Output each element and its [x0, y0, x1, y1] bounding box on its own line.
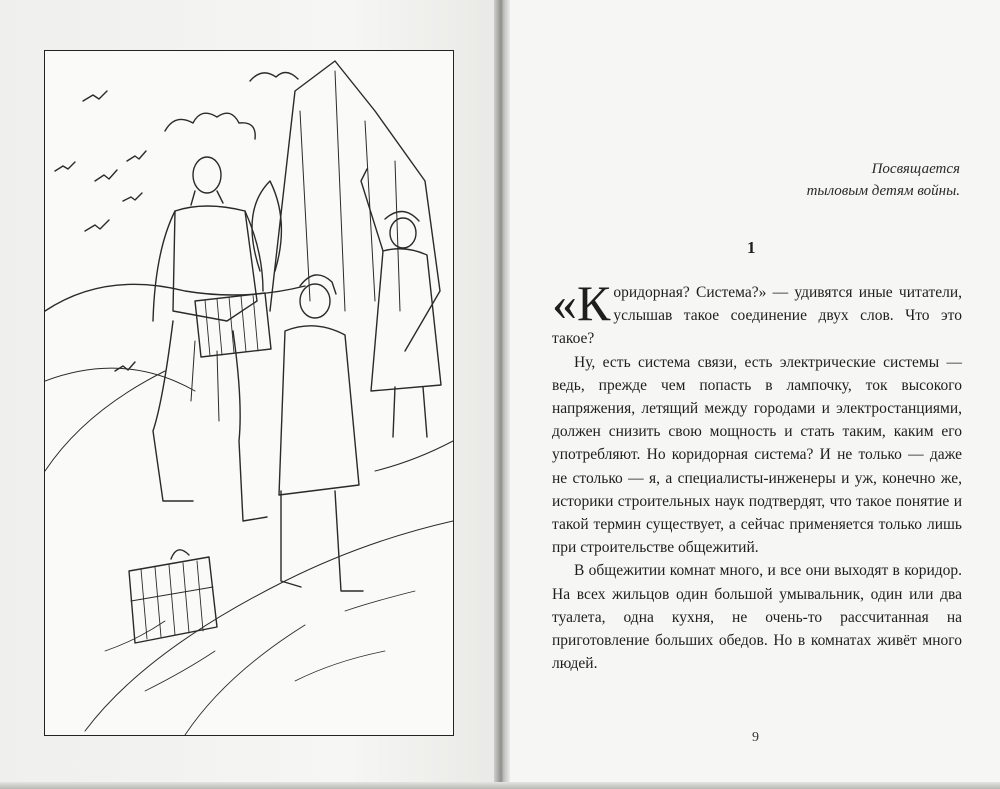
paragraph-1-text: оридорная? Система?» — удивятся иные читатели, услышав такое соединение двух слов. Что это такое? [552, 284, 962, 348]
illustration-drawing [45, 51, 453, 735]
dedication-line-2: тыловым детям войны. [806, 183, 960, 199]
drop-cap [552, 275, 611, 331]
chapter-number: 1 [747, 238, 756, 257]
drop-cap-quote: « [552, 275, 577, 331]
paragraph-3: В общежитии комнат много, и все они выходят в коридор. На всех жильцов один большой умывальник, один или два туалета, одна кухня, не очень-то рассчитанная на приготовление больших обедов. Но в комнатах живёт много людей. [552, 562, 962, 673]
book-gutter [494, 0, 510, 789]
illustration-frame [44, 50, 454, 736]
paragraph-2: Ну, есть система связи, есть электрические системы — ведь, прежде чем попасть в лампочку, ток высокого напряжения, летящий между городами и электростанциями, должен снизить свою мощность и стать таким, каким его употребляют. Но коридорная система? И не только — даже не столько — я, а специалисты-инженеры и уж, конечно же, историки строительных наук подтвердят, что такое понятие и такой термин существует, а сейчас применяется только лишь при строительстве общежитий. [552, 353, 962, 557]
paragraph-1 [552, 275, 962, 351]
page-number: 9 [752, 730, 759, 745]
left-page [0, 0, 497, 789]
dedication [807, 158, 960, 202]
dedication-line-1: Посвящается [871, 161, 960, 177]
right-page [510, 0, 1000, 789]
body-text [552, 275, 962, 675]
page-bottom-edge [0, 782, 1000, 789]
drop-cap-letter: К [577, 275, 611, 331]
